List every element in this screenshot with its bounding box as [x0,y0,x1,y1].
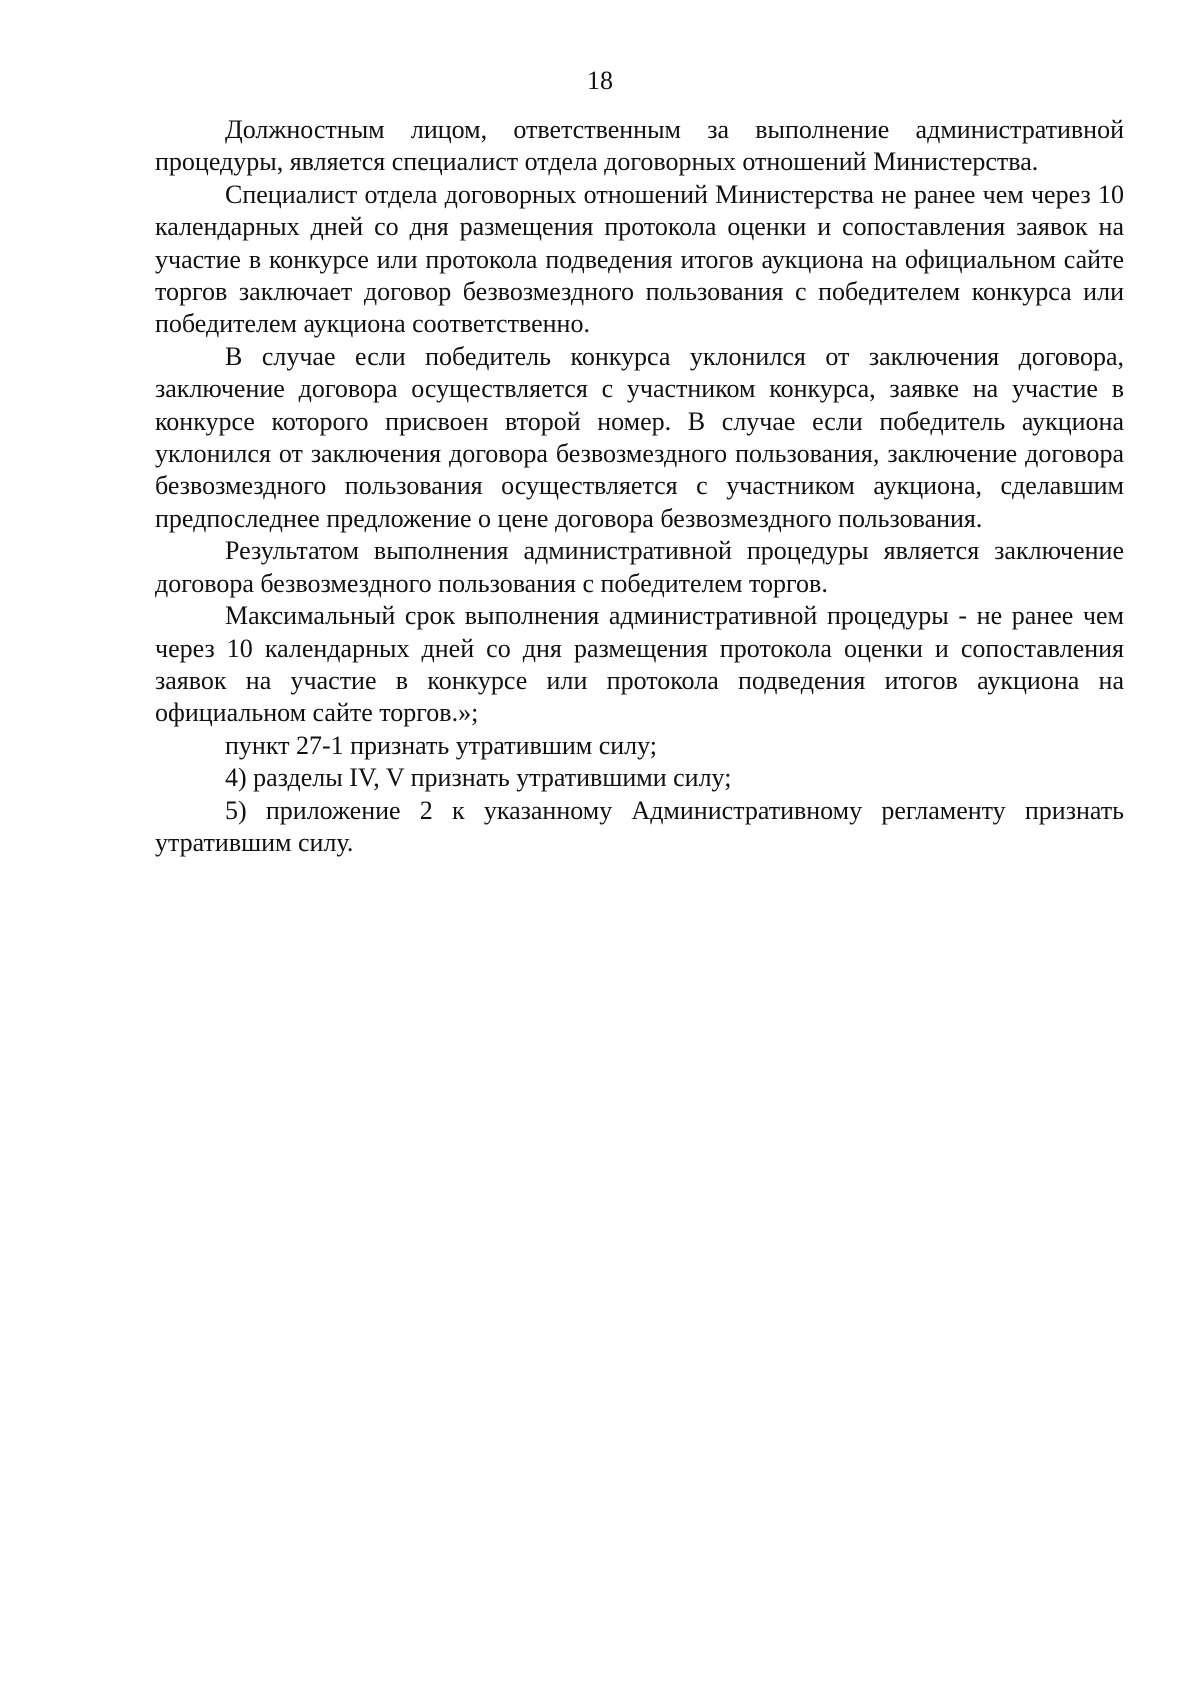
paragraph-clause-27-1: пункт 27-1 признать утратившим силу; [225,730,658,760]
paragraph-item-4: 4) разделы IV, V признать утратившими силу; [225,763,732,793]
paragraph-item-5: 5) приложение 2 к указанному Административному регламенту признать утратившим силу. [155,795,1124,857]
paragraph-winner-evasion: В случае если победитель конкурса уклонился от заключения договора, заключение договора осуществляется с участником конкурса, заявке на участие в конкурсе которого присвоен второй номер. В случае если победитель аукциона уклонился от заключения договора безвозмездного пользования, заключение договора безвозмездного пользования осуществляется с участником аукциона, сделавшим предпоследнее предложение о цене договора безвозмездного пользования. [155,341,1124,533]
paragraph-contract-conclusion: Специалист отдела договорных отношений Министерства не ранее чем через 10 календарных дней со дня размещения протокола оценки и сопоставления заявок на участие в конкурсе или протокола подведения итогов аукциона на официальном сайте торгов заключает договор безвозмездного пользования с победителем конкурса или победителем аукциона соответственно. [155,179,1124,339]
page-number: 18 [587,66,613,95]
paragraph-maximum-term: Максимальный срок выполнения административной процедуры - не ранее чем через 10 календарных дней со дня размещения протокола оценки и сопоставления заявок на участие в конкурсе или протокола подведения итогов аукциона на официальном сайте торгов.»; [155,601,1124,728]
paragraph-responsible-official: Должностным лицом, ответственным за выполнение административной процедуры, является специалист отдела договорных отношений Министерства. [155,115,1124,177]
document-body [155,114,1124,859]
paragraph-procedure-result: Результатом выполнения административной процедуры является заключение договора безвозмездного пользования с победителем торгов. [155,536,1124,598]
